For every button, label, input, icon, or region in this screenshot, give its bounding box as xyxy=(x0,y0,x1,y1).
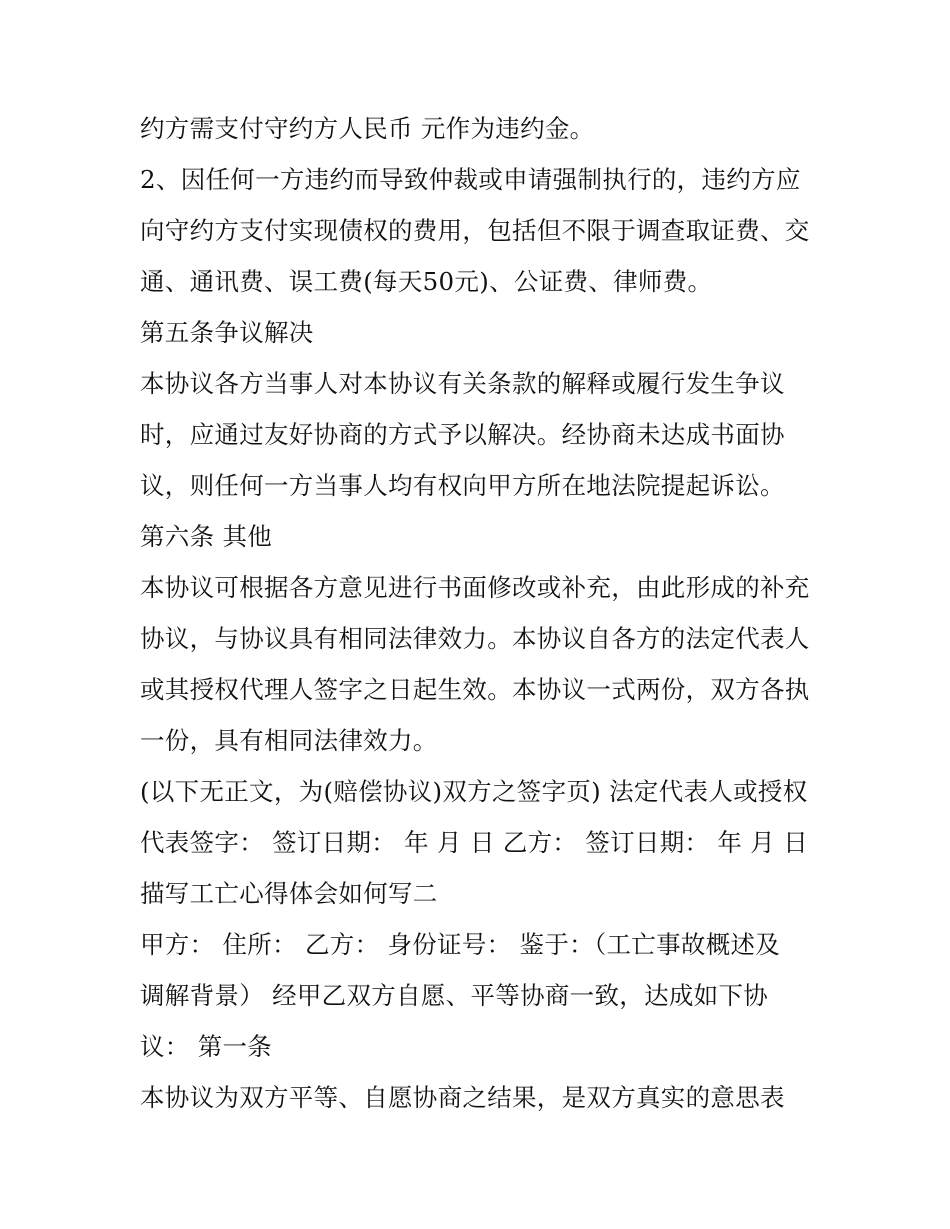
section-heading: 第五条争议解决 xyxy=(140,318,314,347)
text-line: 向守约方支付实现债权的费用，包括但不限于调查取证费、交 xyxy=(140,216,810,245)
signature-line: 代表签字： 签订日期： 年 月 日 乙方： 签订日期： 年 月 日 xyxy=(140,828,808,857)
section-heading: 第六条 其他 xyxy=(140,522,273,551)
text-line: 本协议各方当事人对本协议有关条款的解释或履行发生争议 xyxy=(140,369,785,398)
text-line: 议，则任何一方当事人均有权向甲方所在地法院提起诉讼。 xyxy=(140,471,785,500)
text-line: 协议，与协议具有相同法律效力。本协议自各方的法定代表人 xyxy=(140,624,810,653)
text-line: 本协议可根据各方意见进行书面修改或补充，由此形成的补充 xyxy=(140,573,810,602)
text-line: 议： 第一条 xyxy=(140,1032,273,1061)
text-line: 或其授权代理人签字之日起生效。本协议一式两份，双方各执 xyxy=(140,675,810,704)
section-heading: 描写工亡心得体会如何写二 xyxy=(140,879,438,908)
text-line: 甲方： 住所： 乙方： 身份证号： 鉴于：（工亡事故概述及 xyxy=(140,930,781,959)
text-line: 约方需支付守约方人民币 元作为违约金。 xyxy=(140,114,595,143)
text-line: 通、通讯费、误工费(每天50元)、公证费、律师费。 xyxy=(140,267,713,296)
text-line: 2、因任何一方违约而导致仲裁或申请强制执行的，违约方应 xyxy=(140,165,801,194)
text-line: 一份，具有相同法律效力。 xyxy=(140,726,438,755)
text-line: 时，应通过友好协商的方式予以解决。经协商未达成书面协 xyxy=(140,420,785,449)
text-line: (以下无正文，为(赔偿协议)双方之签字页) 法定代表人或授权 xyxy=(140,777,808,806)
text-line: 调解背景） 经甲乙双方自愿、平等协商一致，达成如下协 xyxy=(140,981,769,1010)
text-line: 本协议为双方平等、自愿协商之结果，是双方真实的意思表 xyxy=(140,1083,785,1112)
